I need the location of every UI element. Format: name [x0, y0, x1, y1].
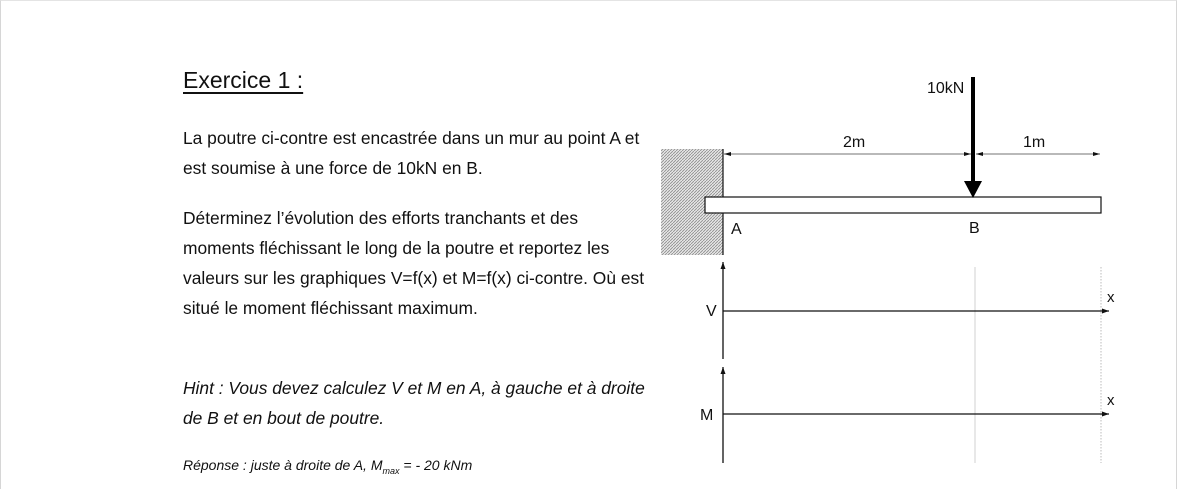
shear-x-label: x [1107, 289, 1115, 306]
answer-prefix: Réponse : juste à droite de A, M [183, 457, 383, 473]
point-a-label: A [731, 221, 742, 238]
dimension-label-2m: 2m [843, 134, 866, 151]
dimension-arrow-right [1093, 152, 1100, 156]
problem-statement: La poutre ci-contre est encastrée dans un mur au point A et est soumise à une force de 10kN en B. [183, 128, 640, 178]
force-arrow-head [964, 181, 982, 198]
dimension-arrow-left [724, 152, 731, 156]
answer-suffix: = - 20 kNm [399, 457, 473, 473]
beam-diagram [1, 1, 1176, 489]
moment-axis-label: M [700, 407, 714, 424]
beam [705, 197, 1101, 213]
dimension-arrow-mid-right [976, 152, 983, 156]
shear-axis-label: V [706, 303, 717, 320]
answer-subscript: max [382, 465, 400, 476]
moment-x-label: x [1107, 392, 1115, 409]
force-label: 10kN [927, 80, 965, 97]
hint-text: Hint : Vous devez calculez V et M en A, à gauche et à droite de B et en bout de poutre. [183, 378, 645, 428]
problem-instructions: Déterminez l’évolution des efforts tranchants et des moments fléchissant le long de la poutre et reportez les valeurs sur les graphiques V=f(x) et M=f(x) ci-contre. Où est situé le moment fléchissant maximum. [183, 208, 645, 318]
exercise-title: Exercice 1 : [183, 67, 304, 93]
dimension-label-1m: 1m [1023, 134, 1046, 151]
point-b-label: B [969, 220, 980, 237]
dimension-arrow-mid-left [964, 152, 971, 156]
